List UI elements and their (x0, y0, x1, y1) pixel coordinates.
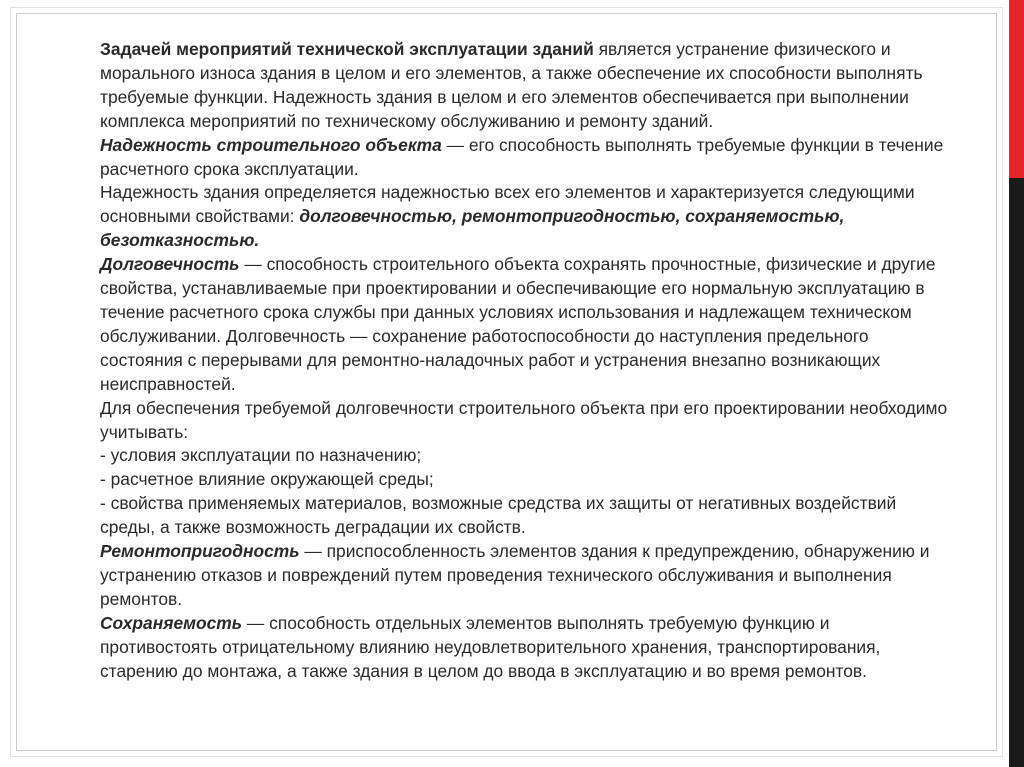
accent-bar-black (1009, 178, 1024, 767)
paragraph-text: является устранение физического и морального износа здания в целом и его элементов, а также обеспечение их способности выполнять требуемые функции. Надежность здания в целом и его элементов обеспечивается при выполнении комплекса мероприятий по техническому обслуживанию и ремонту зданий. (100, 39, 923, 131)
paragraph-durability (100, 253, 950, 396)
paragraph-durability-requirements (100, 397, 950, 445)
list-item-environment-influence (100, 468, 950, 492)
paragraph-text: — способность строительного объекта сохранять прочностные, физические и другие свойства, устанавливаемые при проектировании и обеспечивающие его нормальную эксплуатацию в течение расчетного срока службы при данных условиях использования и надлежащем техническом обслуживании. Долговечность — сохранение работоспособности до наступления предельного состояния с перерывами для ремонтно-наладочных работ и устранения внезапно возникающих неисправностей. (100, 254, 936, 394)
paragraph-maintainability (100, 540, 950, 612)
term-durability: Долговечность (100, 254, 240, 275)
accent-bar-red (1009, 0, 1024, 178)
properties-emphasis: долговечностью, ремонтопригодностью, сохраняемостью, безотказностью. (100, 206, 845, 251)
paragraph-text: Надежность здания определяется надежностью всех его элементов и характеризуется следующими основными свойствами: (100, 182, 915, 227)
paragraph-reliability-properties (100, 181, 950, 253)
paragraph-storability (100, 612, 950, 684)
accent-bar (1009, 0, 1024, 767)
paragraph-text: — приспособленность элементов здания к предупреждению, обнаружению и устранению отказов и повреждений путем проведения технического обслуживания и выполнения ремонтов. (100, 541, 930, 609)
term-reliability: Надежность строительного объекта (100, 134, 442, 155)
paragraph-text: — способность отдельных элементов выполнять требуемую функцию и противостоять отрицательному влиянию неудовлетворительного хранения, транспортирования, старению до монтажа, а также здания в целом до ввода в эксплуатацию и во время ремонтов. (100, 612, 881, 681)
slide-body-text (100, 38, 950, 683)
paragraph-task (100, 38, 950, 134)
list-item-operating-conditions (100, 444, 950, 468)
term-task: Задачей мероприятий технической эксплуатации зданий (100, 39, 594, 59)
paragraph-text: Для обеспечения требуемой долговечности строительного объекта при его проектировании необходимо учитывать: (100, 397, 948, 442)
list-item-text: - расчетное влияние окружающей среды; (100, 469, 434, 490)
list-item-text: - условия эксплуатации по назначению; (100, 445, 422, 466)
term-maintainability: Ремонтопригодность (100, 541, 300, 562)
paragraph-reliability-definition (100, 134, 950, 182)
paragraph-text: — его способность выполнять требуемые функции в течение расчетного срока эксплуатации. (100, 134, 944, 179)
list-item-material-properties (100, 492, 950, 540)
list-item-text: - свойства применяемых материалов, возможные средства их защиты от негативных воздействий среды, а также возможность деградации их свойств. (100, 493, 897, 538)
term-storability: Сохраняемость (100, 612, 243, 633)
